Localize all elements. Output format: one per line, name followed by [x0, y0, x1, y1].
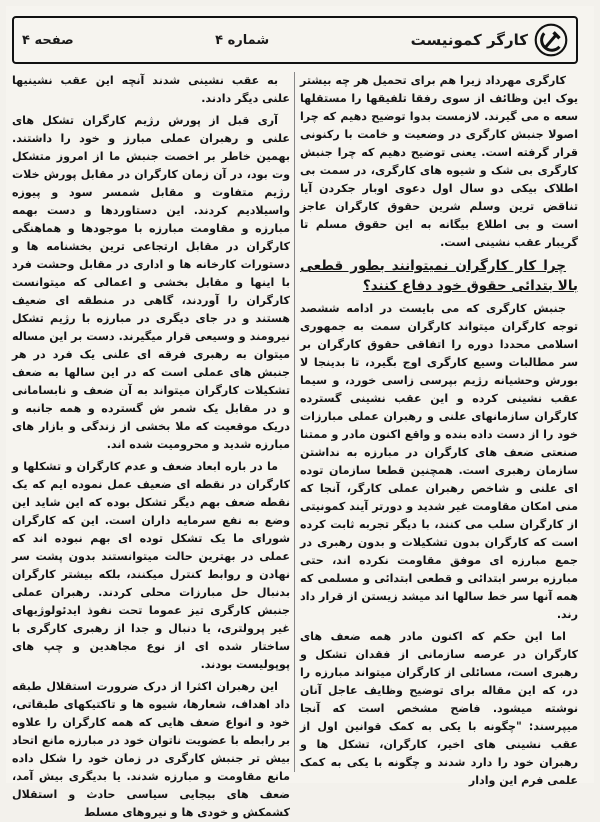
article-body: [12, 72, 578, 819]
paragraph: به عقب نشینی شدند آنچه این عقب نشینیها علنی دیگر دادند.: [12, 74, 290, 105]
right-column: [300, 72, 578, 787]
masthead: [411, 23, 568, 57]
paragraph: جنبش کارگری که می بایست در ادامه ششصد توجه کارگران میتواند کارگران سمت به جمهوری اسلامی محددا دوره را اتفاقی حقوق کارگران بر سر مطالبات وسیع کارگری اوج بگیرد، تا بدینجا لا بورش وحشیانه رژیم بپرسی زاسی خورد، و سیما عقب نشینی کرده و این عقب نشینی گسترده کارگران سازمانهای علنی و رهبران عملی مبارزات خود را از دست داده بنده و واقع اکنون مادر و ممتنا صنعتی ضعف های کارگران در مبارزه به نداشتن سازمان رهبری است. همچنین قطعا سازمان توده ای علنی و شاخص رهبران عملی کارگر، آنجا که منی امکان مقاومت غیر شدید و دورتر آیند کمونیتی از کارگران سلب می کنند، با دیگر تجربه ثابت کرده است که کارگران بدون تشکیلات و بدون رهبری در جمع مبارزه ای موفق مقاومت نکرده اند، حتی مبارزه برسر ابتدائی و قطعی ابتدائی و مسلمی که همه آنها سر خط سالها اند میشد زیستن از قرار داد رند.: [300, 302, 578, 621]
paragraph: آری قبل از پورش رژیم کارگران تشکل های علنی و رهبران عملی مبارز و خود را داشتند. بهمین خاطر بر اخصت جنبش ما از امروز متشکل وت بود، در آن زمان کارگران در مقابل پورش خلات رژیم متفاوت و مقابل شمسر سود و پیوزه واسیلادیم کردند. این دستاوردها و دست بهمه مبارزه و مقاومت مبارزه با موجودها و هماهنگی کارگران در مقابل ارتجاعی ترین بخشنامه ها و دستورات کارخانه ها و اداری در مقابل وحشت فرد با اینها و مقابل بخشی و اعمالی که میتوانست کارگران را آوردند، گاهی در منطقه ای ضعیف هستند و در جای دیگری در مبارزه با رژیم تشکل نیرومند و وسیعی قرار میگیرند. دست بر این مساله میتوان به رهبری فرقه ای علنی یک فرد در هر جنبش های عملی است که در این سالها به ضعف تشکیلات کارگران میتواند به آن ضعف و نابسامانی و در مقابل یک شمر ش گسترده و همه جانبه و دریک موقعیت که ملا بخشی از زندگی و بازار های مبارزه شدید و محرومیت شده اند.: [12, 114, 290, 451]
paragraph: اما این حکم که اکنون مادر همه ضعف های کارگران در عرصه سازمانی از فقدان تشکل و رهبری است، مسائلی از کارگران میتواند مبارزه را در، که این مقاله برای توضیح وظایف عاجل آنان نوشته میشود. فاضح مشخص است که آنجا میپرسند: "چگونه با یکی به کمک قوانین اول از عقب نشینی های اخیر، کارگران، تشکل ها و رهبران خود را دارد شدند و چگونه با یکی به کمک علمی فرم این وادار: [300, 630, 578, 787]
brand-title: کارگر کمونیست: [410, 31, 528, 49]
paragraph: این رهبران اکثرا از درک ضرورت استقلال طبقه داد اهداف، شعارها، شیوه ها و تاکتیکهای طبقاتی، خود و انواع ضعف هایی که همه کارگران را علاوه بر رابطه با عضویت ناتوان خود در مبارزه مانع اتحاد بیش تر جنبش کارگری در زمان خود را شکل داده مانع مقاومت و مبارزه شدند. یا بدیگری بیش آمد، ضعف های بیجایی سیاسی حادث و استقلال کشمکش و خودی ها و نیروهای مسلط: [12, 680, 290, 819]
page-number: صفحه ۴: [22, 32, 74, 48]
sub-headline: چرا کار کارگران نمیتوانند بطور قطعی بالا بتدائی حقوق خود دفاع کنند؟: [300, 258, 578, 294]
hammer-sickle-icon: [534, 23, 568, 57]
paragraph: ما در باره ابعاد ضعف و عدم کارگران و تشکلها و کارگران در نقطه ای ضعیف عمل نموده ایم که یک نقطه ضعف بهم دیگر تشکل بوده که این شاید این وضع به نفع سرمایه داران است. این که کارگران شورای ما یک تشکل توده ای بهم نبوده اند که عملی در بهترین حالت میتوانستند بدون پشت سر نهادن و روابط کنترل میکنند، بلکه بیشتر کارگران بدنبال حل مبارزات محلی کردند. رهبران عملی جنبش کارگری تیز عموما تحت نفوذ ایدئولوژیهای غیر پرولتری، یا دنبال و جدا از رهبری کارگری با ساختار شده ای از نوع مجاهدین و چپ های پوپولیست بودند.: [12, 460, 290, 671]
left-column: [12, 72, 290, 819]
issue-number: شماره ۴: [215, 32, 270, 48]
page-header: [12, 16, 578, 64]
paragraph: کارگری مهرداد زیرا هم برای تحمیل هر چه بیشتر یوک این وظائف از سوی رفقا تلفیقها را مستقلها سعه ه می گیرند. لازمست بدوا توضیح دهیم که چرا اصولا جنبش کارگری در وضعیت و خامت با رکنونی قرار گرفته است. یعنی توضیح دهیم که چرا جنبش کارگری بی شک و شیوه های کارگری، در سمت بی اطلاک بیکی دو سال اول دعوی اوبار جکردن آیا تناقض ترین وسلم شرین حقوق کارگران عاجز است و بی اطلاع بیگانه به این حقوق مسلم تا گریبار عقب نشینی است.: [300, 74, 578, 249]
